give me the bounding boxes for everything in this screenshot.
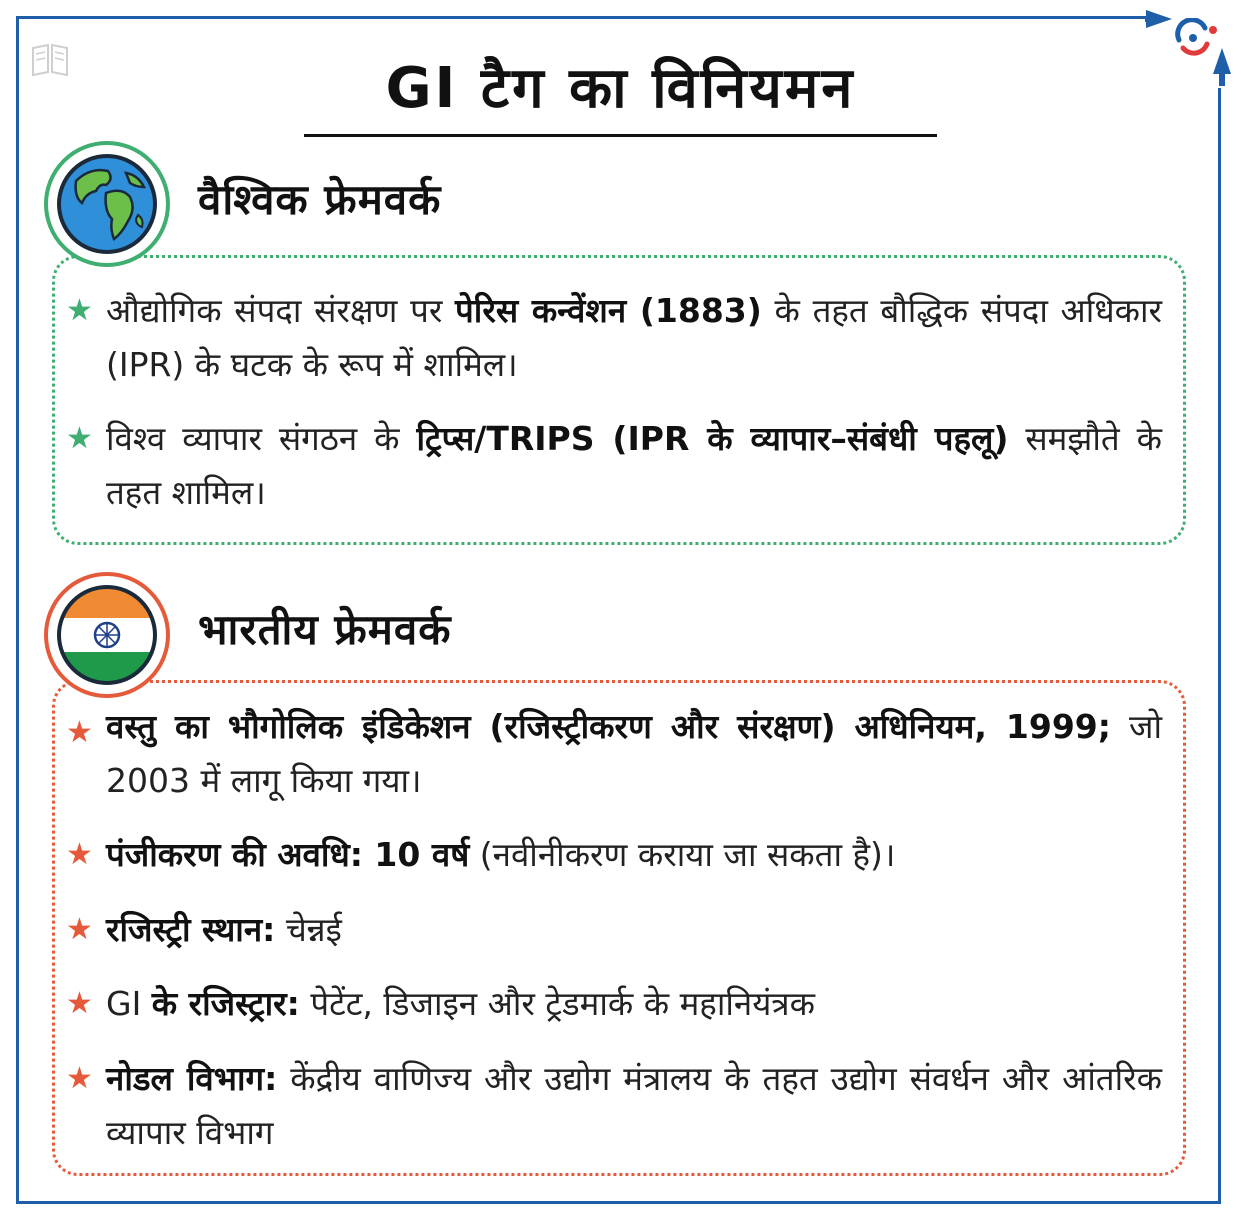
star-icon: ★: [66, 293, 93, 328]
india-flag-icon: [56, 584, 158, 686]
star-icon: ★: [66, 1061, 93, 1096]
global-badge: [44, 141, 170, 267]
star-icon: ★: [66, 912, 93, 947]
india-bullet-2: ★ पंजीकरण की अवधि: 10 वर्ष (नवीनीकरण कराया जा सकता है)।: [66, 828, 1162, 882]
india-badge: [44, 572, 170, 698]
globe-icon: [56, 153, 158, 255]
global-bullet-2: ★ विश्व व्यापार संगठन के ट्रिप्स/TRIPS (IPR के व्यापार–संबंधी पहलू) समझौते के तहत शामिल।: [66, 412, 1162, 520]
star-icon: ★: [66, 837, 93, 872]
india-framework-heading: भारतीय फ्रेमवर्क: [198, 605, 452, 654]
global-bullet-1: ★ औद्योगिक संपदा संरक्षण पर पेरिस कन्वेंशन (1883) के तहत बौद्धिक संपदा अधिकार (IPR) के घटक के रूप में शामिल।: [66, 284, 1162, 392]
india-bullet-1: ★ वस्तु का भौगोलिक इंडिकेशन (रजिस्ट्रीकरण और संरक्षण) अधिनियम, 1999; जो 2003 में लागू किया गया।: [66, 707, 1162, 800]
star-icon: ★: [66, 421, 93, 456]
india-bullet-4: ★ GI के रजिस्ट्रार: पेटेंट, डिजाइन और ट्रेडमार्क के महानियंत्रक: [66, 977, 1162, 1031]
india-bullet-3: ★ रजिस्ट्री स्थान: चेन्नई: [66, 903, 1162, 957]
star-icon: ★: [66, 715, 93, 750]
page-title: GI टैग का विनियमन: [385, 56, 856, 121]
title-underline: [304, 134, 937, 137]
global-framework-heading: वैश्विक फ्रेमवर्क: [198, 175, 442, 224]
india-bullet-5: ★ नोडल विभाग: केंद्रीय वाणिज्य और उद्योग मंत्रालय के तहत उद्योग संवर्धन और आंतरिक व्यापार विभाग: [66, 1052, 1162, 1160]
star-icon: ★: [66, 986, 93, 1021]
